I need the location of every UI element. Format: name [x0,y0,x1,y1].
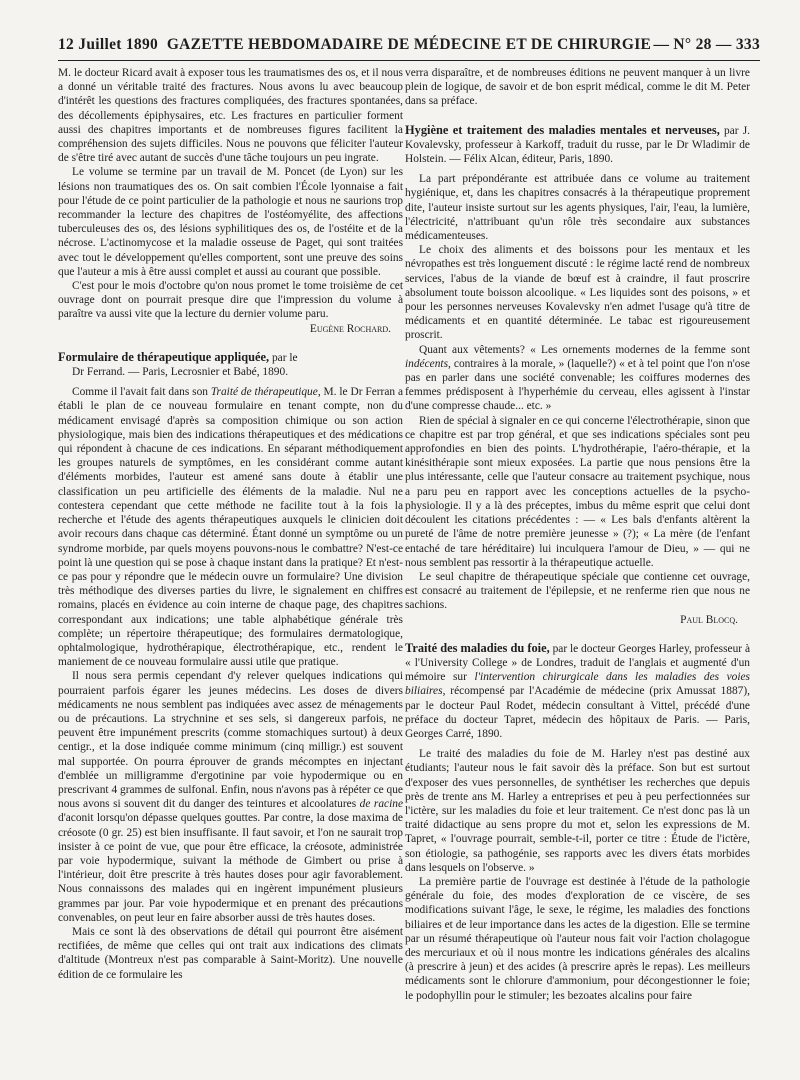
right-column [405,66,750,1066]
review-heading [405,123,750,167]
review-heading: Traité des maladies du foie, par le docteur Georges Harley, professeur à « l'University College » de Londres, traduit de l'anglais et augmenté d'un mémoire sur l'intervention chirurgicale dans les maladies des voies biliaires, récompensé par l'Académie de médecine (prix Amussat 1887), par le docteur Paul Rodet, médecin consultant à Vittel, précédé d'une préface du docteur Tapret, médecin des hôpitaux de Paris. — Paris, Georges Carré, 1890. [405,640,750,740]
review-body [58,385,403,982]
author-signature: Paul Blocq. [680,613,738,626]
paragraph: Il nous sera permis cependant d'y relever quelques indications qui pourraient parfois égarer les jeunes médecins. Les doses de divers médicaments ne nous semblent pas indiquées avec assez de ménagements ou de précautions. La strychnine et ses sels, si dangereux parfois, ne peuvent être impunément prescrits (comme stomachiques surtout) à deux centigr., et la dose indiquée comme minimum (cinq milligr.) est souvent mal supportée. On pourra éprouver de grands mécomptes en injectant d'emblée un milligramme d'ergotinine par voie hypodermique ou en prescrivant 4 grammes de sulfonal. Enfin, nous n'avons pas à répéter ce que nous avons si souvent dit du danger des teintures et alcoolatures de racine d'aconit lorsqu'on dépasse quelques gouttes. Par contre, la dose maxima de créosote (0 gr. 25) est bien insuffisante. Il faut savoir, et l'on ne saurait trop insister à ce point de vue, que pour être efficace, la créosote, administrée par voie hypodermique, suivant la méthode de Gimbert ou prise à l'intérieur, doit être prescrite à très hautes doses pour agir favorablement. Nous connaissons des malades qui en ingèrent impunément plusieurs grammes par jour. Par voie hypodermique et en prenant des précautions convenables, on peut leur en faire absorber aussi de très hautes doses. [58,670,403,924]
paragraph: M. le docteur Ricard avait à exposer tous les traumatismes des os, et il nous a donné un véritable traité des fractures. Nous avons lu avec beaucoup d'intérêt les questions des fractures compliquées, des fractures spontanées, des décollements épiphysaires, etc. Les fractures en particulier forment aussi des chapitres importants et de nombreuses figures facilitent la compréhension des sujets difficiles. Nous ne pouvons que féliciter l'auteur de s'être tiré avec autant de succès d'une tâche toujours un peu ingrate. [58,67,403,165]
paragraph: verra disparaître, et de nombreuses éditions ne peuvent manquer à un livre plein de logique, de savoir et de bon esprit médical, comme le dit M. Peter dans sa préface. [405,67,750,108]
review-citation: Dr Ferrand. — Paris, Lecrosnier et Babé, 1890. [72,366,289,379]
issue-date: 12 Juillet 1890 [58,36,159,53]
paragraph: Le choix des aliments et des boissons pour les mentaux et les névropathes est très longuement discuté : le régime lacté rend de nombreux services, l'abus de la viande de bœuf est à craindre, il faut proscrire absolument toute boisson alcoolique. « Les liquides sont des poisons, » et pour les personnes nerveuses Kovalevsky n'en admet l'usage qu'à titre de médicaments et en quantité déterminée. Le tabac est rigoureusement proscrit. [405,244,750,342]
journal-title: GAZETTE HEBDOMADAIRE DE MÉDECINE ET DE CHIRURGIE [166,36,652,53]
review-body [405,172,750,627]
running-header [58,32,760,61]
left-column [58,66,403,1066]
paragraph: La première partie de l'ouvrage est destinée à l'étude de la pathologie générale du foie, des modes d'exploration de ce viscère, de ses modifications suivant l'âge, le sexe, le régime, les maladies des fonctions biliaires et de leur importance dans les actes de la digestion. Elle se termine par un résumé thérapeutique où l'auteur nous fait voir l'action cholagogue des mercuriaux et où il nous montre les indications générales des alcalins (à prescrire à jeun) et des acides (à prescrire après le repas). Les meilleurs médicaments sont le chlorure d'ammonium, pour décongestionner le foie; le podophyllin pour le stimuler; les bezoates alcalins pour faire [405,875,750,1002]
author-signature: Eugène Rochard. [309,322,391,335]
review-citation: par J. Kovalevsky, professeur à Karkoff, traduit du russe, par le Dr Wladimir de Holstein. — Félix Alcan, éditeur, Paris, 1890. [405,124,750,166]
review-title: Formulaire de thérapeutique appliquée, [58,349,270,364]
paragraph: Mais ce sont là des observations de détail qui pourront être aisément rectifiées, de même que celles qui ont trait aux indications des climats d'altitude (Montreux n'est pas comparable à Saint-Moritz). Une nouvelle édition de ce formulaire les [58,925,403,981]
paragraph: Comme il l'avait fait dans son Traité de thérapeutique, M. le Dr Ferran a établi le plan de ce nouveau formulaire en tenant compte, non du médicament envisagé d'après sa composition chimique ou son action physiologique, mais bien des indications thérapeutiques et des médications qui répondent à chacune de ces indications. En séparant méthodiquement les groupes naturels de symptômes, en les considérant comme autant d'éléments morbides, l'auteur est amené sans doute à établir une classification un peu artificielle des éléments de la maladie. Nul ne contestera cependant que cette méthode ne facilite tout à la fois la recherche et l'étude des agents thérapeutiques auxquels le clinicien doit avoir recours dans chaque cas déterminé. Étant donné un symptôme ou un syndrome morbide, par quels moyens pouvons-nous le combattre? N'est-ce point là une question qui se pose à chaque instant dans la pratique? Et n'est-ce pas pour y répondre que le médecin ouvre un formulaire? Une division très méthodique des diverses parties du livre, le signalement en chiffres romains, placés en évidence au coin interne de chaque page, des chapitres correspondant aux indications; une table alphabétique générale très complète; un répertoire thérapeutique; des formulaires dermatologique, ophtalmologique, hydrothérapique, électrothérapique, etc., rendent le maniement de ce nouveau formulaire aussi utile que pratique. [58,386,403,669]
paragraph: Le volume se termine par un travail de M. Poncet (de Lyon) sur les lésions non traumatiques des os. On sait combien l'École lyonnaise a fait pour l'étude de ce point particulier de la pathologie et nous ne saurions trop recommander la lecture des chapitres de l'ostéomyélite, des affections tuberculeuses des os, des lésions syphilitiques des os, de l'ostéite et de la nécrose. L'actinomycose et la maladie osseuse de Paget, qui sont traitées avec tout le développement qu'elles comportent, sont une preuve des soins que l'auteur a mis à être aussi complet et aussi au courant que possible. [58,166,403,278]
paragraph: La part prépondérante est attribuée dans ce volume au traitement hygiénique, et, dans les chapitres consacrés à la thérapeutique proprement dite, l'auteur insiste surtout sur les agents physiques, l'air, l'eau, la lumière, l'électricité, n'attribuant qu'un rôle très secondaire aux substances médicamenteuses. [405,173,750,243]
paragraph: C'est pour le mois d'octobre qu'on nous promet le tome troisième de cet ouvrage dont on pourrait presque dire que l'impression du volume à paraître va aussi vite que la lecture du dernier volume paru. [58,280,403,321]
paragraph: Le traité des maladies du foie de M. Harley n'est pas destiné aux étudiants; l'auteur nous le fait savoir dès la préface. Son but est surtout d'exposer des vues personnelles, de synthétiser les recherches que depuis près de trente ans M. Harley a entreprises et peu à peu perfectionnées sur l'ictère, sur les maladies du foie et leur traitement. Ce n'est donc pas là un traité didactique au sens propre du mot et, selon les expressions de M. Tapret, « l'ouvrage pourrait, semble-t-il, porter ce titre : Étude de l'ictère, son étiologie, sa pathogénie, ses rapports avec les divers états morbides dans lesquels on l'observe. » [405,748,750,874]
review-body [405,747,750,1003]
paragraph: Le seul chapitre de thérapeutique spéciale que contienne cet ouvrage, est consacré au traitement de l'épilepsie, et ne renferme rien que nous ne sachions. [405,570,750,612]
review-title: Hygiène et traitement des maladies mentales et nerveuses, [405,122,720,137]
review-heading: Formulaire de thérapeutique appliquée, par le Dr Ferrand. — Paris, Lecrosnier et Babé, 1890. [58,350,403,379]
paragraph: Rien de spécial à signaler en ce qui concerne l'électrothérapie, sinon que ce chapitre est par trop général, et que ses indications spéciales sont peu approfondies en bien des points. L'hydrothérapie, l'aéro-thérapie, et la kinésithérapie sont mieux exposées. La partie que nous pensions être la plus intéressante, celle que l'auteur consacre au traitement psychique, nous a paru peu en rapport avec les conceptions actuelles de la psycho-physiologie. Il y a là des préceptes, imbus du même esprit que celui dont découlent les citations précédentes : — « Les bals d'enfants altèrent la pureté de l'âme de notre première jeunesse » (?); « La mère (de l'enfant entaché de tare héréditaire) lui inculquera l'amour de Dieu, » — qui ne nous semblent pas ressortir à la thérapeutique actuelle. [405,414,750,569]
review-title: Traité des maladies du foie, [405,640,550,655]
paragraph: Quant aux vêtements? « Les ornements modernes de la femme sont indécents, contraires à la morale, » (laquelle?) « et à tel point que l'on n'ose pas en parler dans une société convenable; les coiffures modernes des femmes prédisposent à l'hyperhémie du cerveau, elles agissent à l'instar d'une compresse chaude... etc. » [405,343,750,413]
issue-page-number: — N° 28 — 333 [653,36,760,53]
